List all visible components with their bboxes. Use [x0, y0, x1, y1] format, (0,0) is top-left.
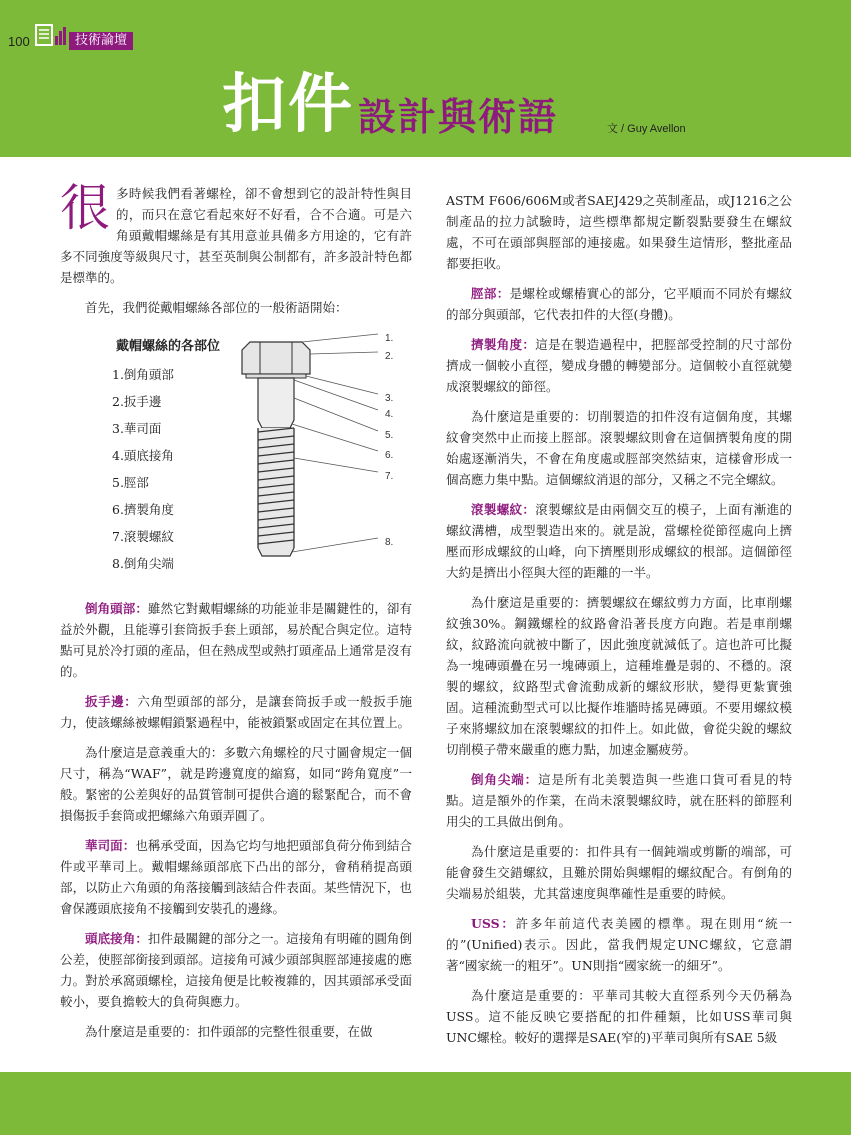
- paragraph: 為什麼這是重要的：擠製螺紋在螺紋剪力方面，比車削螺紋強30%。鋼鐵螺栓的紋路會沿著長度方向跑。若是車削螺紋，紋路流向就被中斷了，因此強度就減低了。這也許可比擬為一塊磚頭疊在另一塊磚頭上，這種堆疊是弱的、不穩的。滾製的螺紋，紋路型式會流動成新的螺紋形狀，變得更紮實強固。這種流動型式可以比擬作堆牆時搖晃磚頭。不要用螺紋模子來將螺紋加在滾製螺紋的扣件上。如此做，會從尖銳的螺紋切削模子帶來嚴重的應力點，加速金屬疲勞。: [446, 595, 792, 757]
- term: 脛部：: [471, 286, 510, 301]
- diagram-title: 戴帽螺絲的各部位: [116, 339, 221, 354]
- term: 華司面：: [85, 838, 136, 853]
- paragraph: 為什麼這是重要的：扣件頭部的完整性很重要，在做: [85, 1024, 373, 1039]
- byline: 文 / Guy Avellon: [607, 123, 686, 135]
- document-chart-icon: [34, 22, 68, 48]
- paragraph: 滾製螺紋：滾製螺紋是由兩個交互的模子，上面有漸進的螺紋溝槽，成型製造出來的。就是說，當螺栓從節徑處向上擠壓而形成螺紋的山峰，向下擠壓則形成螺紋的根部。這個節徑大約是擠出小徑與大徑的距離的一半。: [446, 502, 792, 580]
- paragraph: 倒角尖端：這是所有北美製造與一些進口貨可看見的特點。這是額外的作業，在尚未滾製螺紋時，就在胚料的節脛利用尖的工具做出倒角。: [446, 772, 792, 829]
- term: USS：: [471, 916, 516, 931]
- paragraph: 倒角頭部：雖然它對戴帽螺絲的功能並非是關鍵性的，卻有益於外觀，且能導引套筒扳手套上頭部，易於配合與定位。這特點可見於冷打頭的產品，但在熱成型或熱打頭產品上通常是沒有的。: [60, 601, 412, 679]
- paragraph: 脛部：是螺栓或螺樁實心的部分，它平順而不同於有螺紋的部分與頭部，它代表扣件的大徑(身體)。: [446, 286, 792, 322]
- callout-number: 5.: [385, 430, 394, 441]
- drop-cap: 很: [60, 179, 110, 237]
- paragraph: 為什麼這是重要的：平華司其較大直徑系列今天仍稱為USS。這不能反映它要搭配的扣件種類，比如USS華司與UNC螺栓。較好的選擇是SAE(窄的)平華司與所有SAE 5級: [446, 988, 792, 1045]
- footer-band: [0, 1072, 851, 1135]
- page-subtitle: 設計與術語: [358, 95, 559, 139]
- term: 滾製螺紋：: [471, 502, 536, 517]
- callout-number: 1.: [385, 333, 394, 344]
- bolt-illustration: [230, 328, 400, 568]
- paragraph: ASTM F606/606M或者SAEJ429之英制產品，或J1216之公制產品的拉力試驗時，這些標準都規定斷裂點要發生在螺紋處，不可在頭部與脛部的連接處。如果發生這情形，整批產品都要拒收。: [446, 193, 793, 271]
- part-label: 3.華司面: [112, 421, 162, 436]
- part-label: 8.倒角尖端: [112, 556, 174, 571]
- part-label: 1.倒角頭部: [112, 367, 174, 382]
- part-label: 4.頭底接角: [112, 448, 174, 463]
- callout-number: 8.: [385, 537, 394, 548]
- paragraph: USS：許多年前這代表美國的標準。現在則用“統一的”(Unified)表示。因此，當我們規定UNC螺紋，它意謂著“國家統一的粗牙”。UN則指“國家統一的細牙”。: [446, 916, 792, 973]
- part-label: 2.扳手邊: [112, 394, 162, 409]
- paragraph: 為什麼這是重要的：扣件具有一個鈍端或剪斷的端部，可能會發生交錯螺紋，且難於開始與螺帽的螺紋配合。有倒角的尖端易於組裝，尤其當速度與準確性是重要的時候。: [446, 844, 792, 901]
- paragraph: 為什麼這是意義重大的：多數六角螺栓的尺寸圖會規定一個尺寸，稱為“WAF”，就是跨邊寬度的縮寫，如同“跨角寬度”一般。緊密的公差與好的品質管制可提供合適的鬆緊配合，而不會損傷扳手套筒或把螺絲六角頭弄圓了。: [60, 745, 412, 823]
- term: 擠製角度：: [471, 337, 536, 352]
- page-title: 扣件: [222, 68, 354, 142]
- paragraph: 為什麼這是重要的：切削製造的扣件沒有這個角度，其螺紋會突然中止而接上脛部。滾製螺紋則會在這個擠製角度的開始處逐漸消失，不會在角度處或脛部突然結束，這樣會形成一個高應力集中點。這個螺紋消退的部分，又稱之不完全螺紋。: [446, 409, 792, 487]
- callout-number: 3.: [385, 393, 394, 404]
- part-label: 7.滾製螺紋: [112, 529, 174, 544]
- page-number: 100: [8, 34, 30, 49]
- callout-number: 2.: [385, 351, 394, 362]
- left-column: [60, 179, 412, 1051]
- right-column: [446, 190, 792, 1057]
- bolt-diagram: [60, 328, 412, 576]
- term: 扳手邊：: [85, 694, 138, 709]
- part-label: 5.脛部: [112, 475, 149, 490]
- title-block: [0, 65, 851, 150]
- paragraph: 頭底接角：扣件最關鍵的部分之一。這接角有明確的圓角倒公差，使脛部銜接到頭部。這接角可減少頭部與脛部連接處的應力。對於承窩頭螺栓，這接角便是比較複雜的，因其頭部承受面較小，要負擔較大的負荷與應力。: [60, 931, 412, 1009]
- callout-number: 4.: [385, 409, 394, 420]
- paragraph: 華司面：也稱承受面，因為它均勻地把頭部負荷分佈到結合件或平華司上。戴帽螺絲頭部底下凸出的部分，會稍稍提高頭部，以防止六角頭的角落接觸到該結合件表面。某些情況下，也會保護頭底接角不接觸到安裝孔的邊緣。: [60, 838, 412, 916]
- intro-paragraph: [60, 179, 412, 288]
- paragraph: 扳手邊：六角型頭部的部分，是讓套筒扳手或一般扳手施力，使該螺絲被螺帽鎖緊過程中，能被鎖緊或固定在其位置上。: [60, 694, 412, 730]
- part-label: 6.擠製角度: [112, 502, 174, 517]
- callout-number: 7.: [385, 471, 394, 482]
- paragraph: 首先，我們從戴帽螺絲各部位的一般術語開始：: [85, 300, 348, 315]
- intro-text: 多時候我們看著螺栓，卻不會想到它的設計特性與目的，而只在意它看起來好不好看，合不合適。可是六角頭戴帽螺絲是有其用意並具備多方用途的，它有許多不同強度等級與尺寸，甚至英制與公制都有，許多設計特色都是標準的。: [60, 186, 412, 285]
- callout-number: 6.: [385, 450, 394, 461]
- paragraph: 擠製角度：這是在製造過程中，把脛部受控制的尺寸部份擠成一個較小直徑，變成身體的轉變部分。這個較小直徑就變成滾製螺紋的節徑。: [446, 337, 792, 394]
- term: 倒角尖端：: [471, 772, 539, 787]
- section-tag: 技術論壇: [69, 32, 133, 50]
- term: 倒角頭部：: [85, 601, 148, 616]
- term: 頭底接角：: [85, 931, 148, 946]
